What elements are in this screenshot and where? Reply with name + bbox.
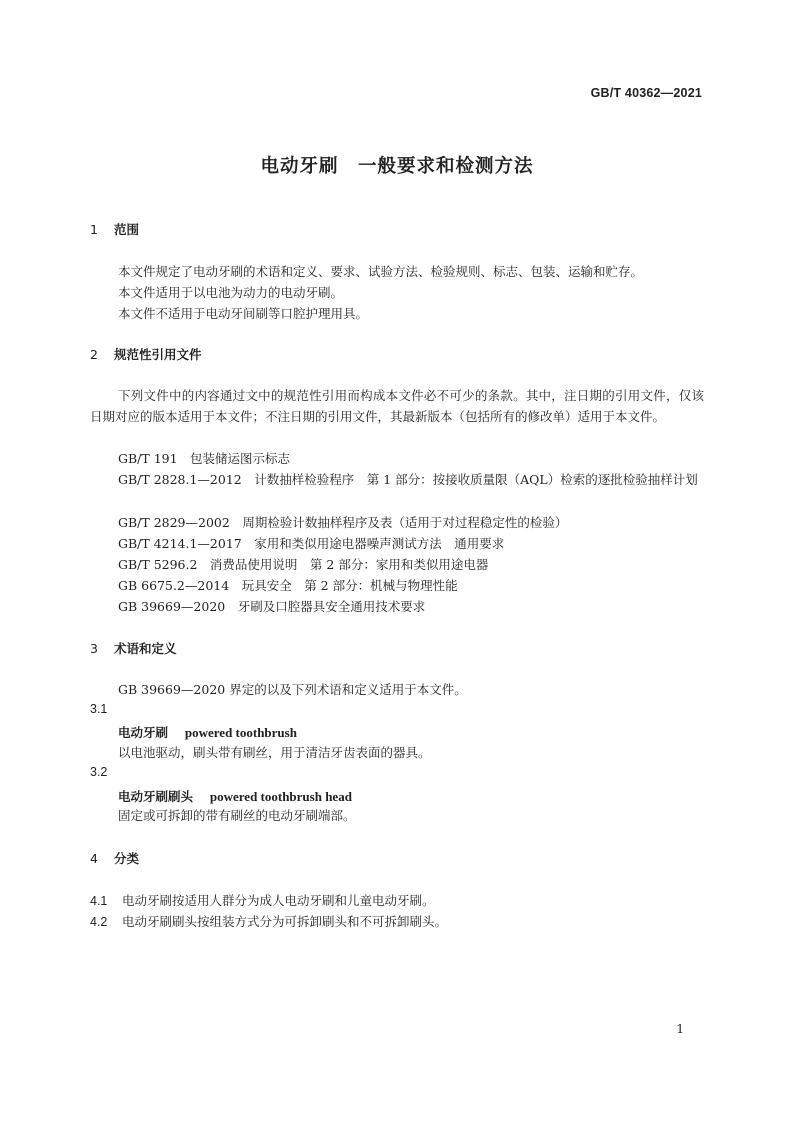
section-title: 分类: [113, 851, 139, 866]
clause: [90, 891, 435, 909]
term-number: 3.2: [90, 765, 108, 779]
section-heading-classification: [90, 849, 139, 867]
standard-code: GB/T 40362—2021: [590, 86, 702, 100]
term-name-en: powered toothbrush head: [209, 789, 352, 804]
section-heading-terms: [90, 639, 177, 657]
term-entry: [118, 786, 352, 805]
term-name-zh: 电动牙刷刷头: [118, 789, 194, 804]
reference-item: GB/T 2829—2002 周期检验计数抽样程序及表（适用于对过程稳定性的检验）: [118, 515, 568, 530]
term-name-en: powered toothbrush: [184, 725, 297, 740]
section-title: 术语和定义: [113, 641, 177, 656]
section-number: 4: [90, 851, 98, 866]
term-number: 3.1: [90, 702, 108, 716]
document-title: 电动牙刷 一般要求和检测方法: [260, 156, 534, 177]
section-title: 规范性引用文件: [113, 347, 202, 362]
page-number: 1: [676, 1022, 684, 1036]
term-entry: [118, 722, 297, 741]
section-number: 3: [90, 641, 98, 656]
reference-item: GB/T 191 包装储运图示标志: [118, 451, 291, 466]
reference-item: GB 39669—2020 牙刷及口腔器具安全通用技术要求: [118, 599, 426, 614]
paragraph: 本文件适用于以电池为动力的电动牙刷。: [118, 285, 344, 300]
paragraph: 下列文件中的内容通过文中的规范性引用而构成本文件必不可少的条款。其中，注日期的引用文件，仅该日期对应的版本适用于本文件；不注日期的引用文件，其最新版本（包括所有的修改单）适用于本文件。: [90, 388, 704, 424]
section-number: 1: [90, 222, 98, 237]
clause-number: 4.1: [90, 894, 108, 908]
section-number: 2: [90, 347, 98, 362]
paragraph: 本文件规定了电动牙刷的术语和定义、要求、试验方法、检验规则、标志、包装、运输和贮存。: [118, 264, 644, 279]
clause-text: 电动牙刷按适用人群分为成人电动牙刷和儿童电动牙刷。: [122, 893, 435, 908]
reference-item: GB/T 5296.2 消费品使用说明 第 2 部分：家用和类似用途电器: [118, 557, 489, 572]
term-definition: 固定或可拆卸的带有刷丝的电动牙刷端部。: [118, 808, 356, 823]
clause-text: 电动牙刷刷头按组装方式分为可拆卸刷头和不可拆卸刷头。: [122, 914, 448, 929]
section-heading-normative-references: [90, 345, 202, 363]
term-name-zh: 电动牙刷: [118, 725, 169, 740]
reference-item: GB/T 2828.1—2012 计数抽样检验程序 第 1 部分：按接收质量限（AQL）检索的逐批检验抽样计划: [118, 472, 698, 487]
section-heading-scope: [90, 220, 139, 238]
section-title: 范围: [113, 222, 139, 237]
clause-number: 4.2: [90, 915, 108, 929]
paragraph: 本文件不适用于电动牙间刷等口腔护理用具。: [118, 306, 369, 321]
term-definition: 以电池驱动，刷头带有刷丝，用于清洁牙齿表面的器具。: [118, 745, 431, 760]
reference-item: GB 6675.2—2014 玩具安全 第 2 部分：机械与物理性能: [118, 578, 458, 593]
paragraph: GB 39669—2020 界定的以及下列术语和定义适用于本文件。: [118, 682, 467, 697]
clause: [90, 912, 447, 930]
reference-item: GB/T 4214.1—2017 家用和类似用途电器噪声测试方法 通用要求: [118, 536, 505, 551]
